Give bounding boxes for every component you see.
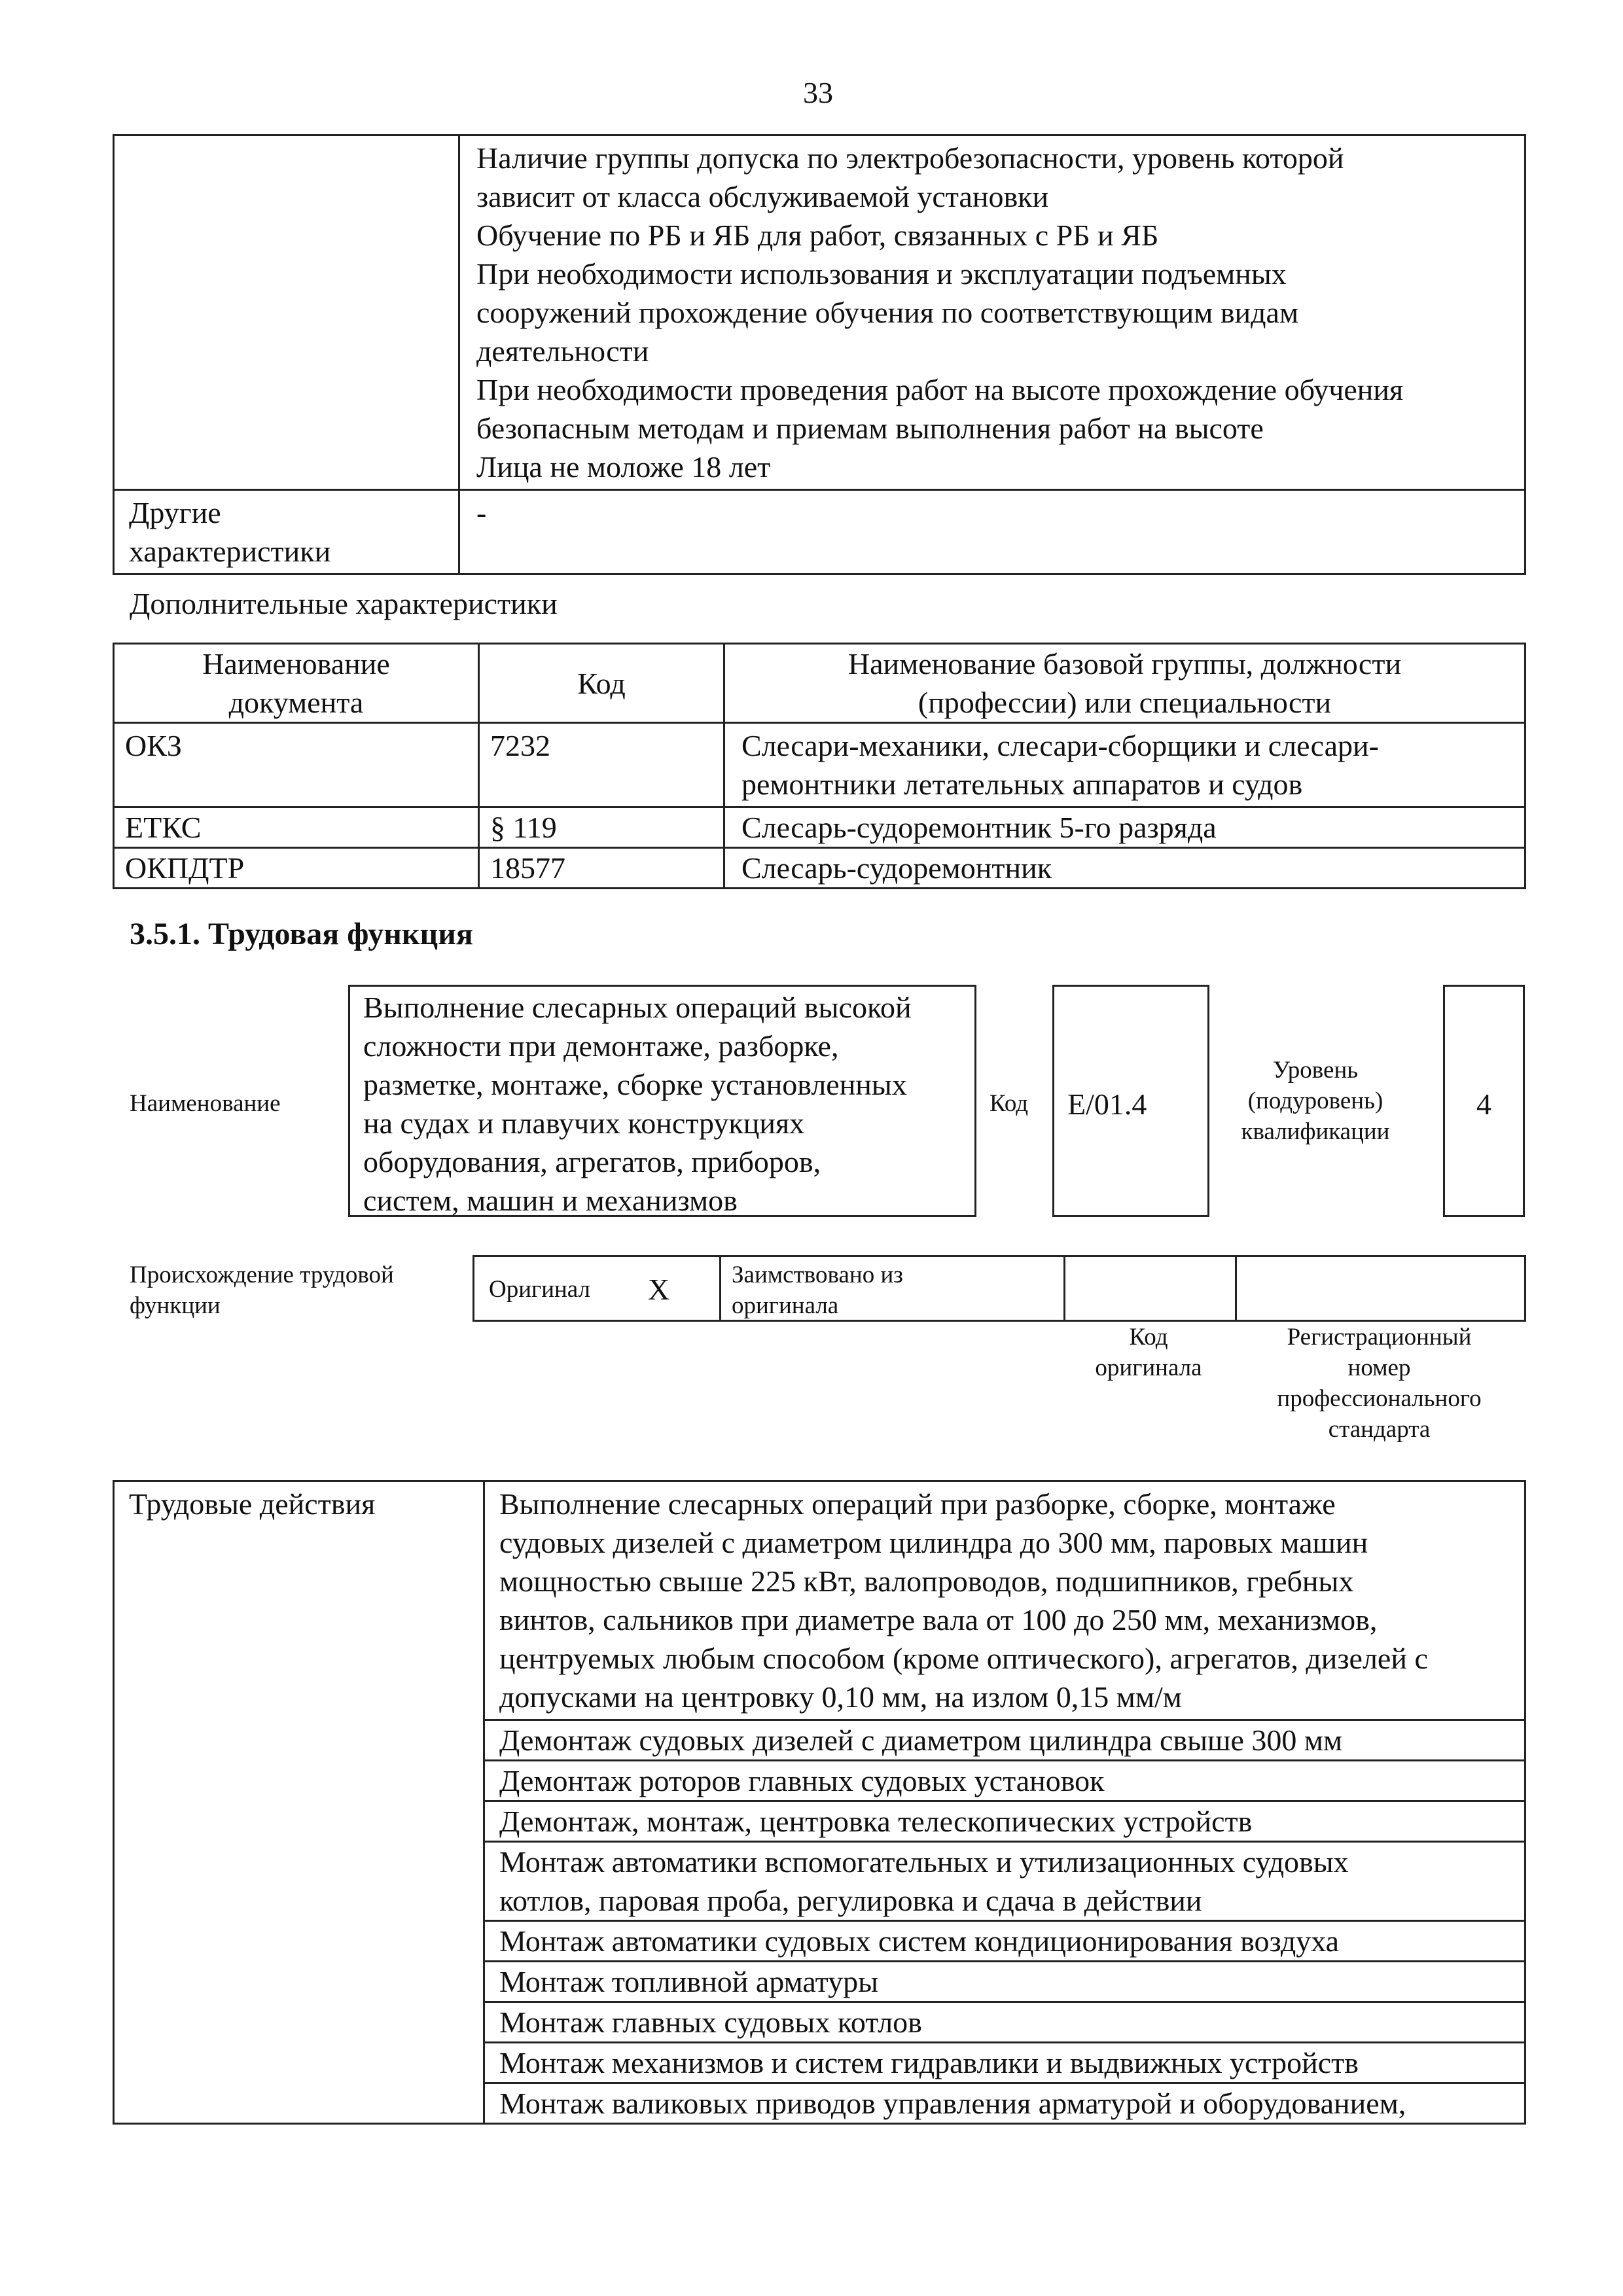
action-item: Монтаж главных судовых котлов xyxy=(484,2002,1525,2043)
function-name-box: Выполнение слесарных операций высокой сложности при демонтаже, разборке, разметке, монтаже, сборке установленных на судах и плавучих конструкциях оборудования, агрегатов, приборов, систем, машин и механизмов xyxy=(348,985,976,1217)
action-item: Демонтаж роторов главных судовых установок xyxy=(484,1761,1525,1801)
table-row xyxy=(114,1481,1525,1720)
cell-code: 18577 xyxy=(479,848,724,889)
cell-code: § 119 xyxy=(479,807,724,848)
table-row xyxy=(114,135,1525,490)
registration-caption: Регистрационный номер профессионального стандарта xyxy=(1277,1324,1482,1443)
level-label: Уровень (подуровень) квалификации xyxy=(1241,1057,1390,1145)
cell-code: 7232 xyxy=(479,723,724,807)
table-row xyxy=(114,807,1525,848)
cell-doc: ЕТКС xyxy=(114,807,479,848)
original-mark: X xyxy=(648,1273,670,1306)
registration-number-cell xyxy=(1237,1257,1525,1320)
additional-table xyxy=(113,643,1526,889)
requirement-line: Обучение по РБ и ЯБ для работ, связанных с РБ и ЯБ xyxy=(476,219,1159,252)
action-item: Монтаж механизмов и систем гидравлики и выдвижных устройств xyxy=(484,2043,1525,2083)
action-item: Демонтаж судовых дизелей с диаметром цилиндра свыше 300 мм xyxy=(484,1720,1525,1761)
labor-actions-table xyxy=(113,1480,1526,2125)
requirement-line: безопасным методам и приемам выполнения работ на высоте xyxy=(476,412,1264,445)
section-title: 3.5.1. Трудовая функция xyxy=(130,917,473,951)
action-item: Монтаж топливной арматуры xyxy=(484,1962,1525,2002)
origin-label: Происхождение трудовой функции xyxy=(130,1262,394,1319)
cell-name: Слесарь-судоремонтник xyxy=(724,848,1525,889)
action-item: Монтаж автоматики судовых систем кондиционирования воздуха xyxy=(484,1921,1525,1962)
other-label-cell xyxy=(114,490,459,574)
table-row xyxy=(114,644,1525,723)
level-value-box: 4 xyxy=(1443,985,1525,1217)
requirement-line: сооружений прохождение обучения по соответствующим видам xyxy=(476,296,1299,329)
cell-name: Слесарь-судоремонтник 5-го разряда xyxy=(724,807,1525,848)
other-value: - xyxy=(476,496,487,529)
code-label: Код xyxy=(990,1090,1029,1117)
cell-doc: ОКЗ xyxy=(114,723,479,807)
requirement-line: При необходимости использования и эксплуатации подъемных xyxy=(476,257,1287,291)
requirement-line: деятельности xyxy=(476,334,649,368)
header-group-name: Наименование базовой группы, должности (профессии) или специальности xyxy=(724,644,1525,723)
other-label-line: характеристики xyxy=(129,535,331,568)
other-value-cell xyxy=(459,490,1525,574)
original-code-cell xyxy=(1065,1257,1170,1320)
requirement-line: Лица не моложе 18 лет xyxy=(476,450,771,484)
cell-name: Слесари-механики, слесари-сборщики и слесари- ремонтники летательных аппаратов и судов xyxy=(724,723,1525,807)
action-item: Монтаж автоматики вспомогательных и утилизационных судовых котлов, паровая проба, регулировка и сдача в действии xyxy=(484,1842,1525,1921)
header-code: Код xyxy=(479,644,724,723)
action-item: Выполнение слесарных операций при разборке, сборке, монтаже судовых дизелей с диаметром цилиндра до 300 мм, паровых машин мощностью свыше 225 кВт, валопроводов, подшипников, гребных винтов, сальников при диаметре вала от 100 до 250 мм, механизмов, центруемых любым способом (кроме оптического), агрегатов, дизелей с допусками на центровку 0,10 мм, на излом 0,15 мм/м xyxy=(484,1481,1525,1720)
table-row xyxy=(114,723,1525,807)
header-document: Наименование документа xyxy=(114,644,479,723)
requirements-table xyxy=(113,134,1526,575)
table-row xyxy=(114,490,1525,574)
table-row xyxy=(114,848,1525,889)
cell-doc: ОКПДТР xyxy=(114,848,479,889)
requirement-line: При необходимости проведения работ на высоте прохождение обучения xyxy=(476,373,1404,406)
actions-label-cell: Трудовые действия xyxy=(114,1481,484,2124)
divider xyxy=(719,1257,721,1320)
function-code-box: E/01.4 xyxy=(1052,985,1209,1217)
action-item: Демонтаж, монтаж, центровка телескопических устройств xyxy=(484,1801,1525,1842)
name-label: Наименование xyxy=(130,1090,281,1117)
other-label-line: Другие xyxy=(129,496,221,529)
origin-table xyxy=(473,1255,1526,1322)
code-original-caption: Код оригинала xyxy=(1095,1324,1202,1381)
borrowed-label: Заимствовано из оригинала xyxy=(732,1262,903,1319)
requirement-line: зависит от класса обслуживаемой установки xyxy=(476,180,1049,213)
requirement-line: Наличие группы допуска по электробезопасности, уровень которой xyxy=(476,141,1344,175)
requirements-label-cell xyxy=(114,135,459,490)
additional-heading: Дополнительные характеристики xyxy=(130,587,558,620)
requirements-cell xyxy=(459,135,1525,490)
action-item: Монтаж валиковых приводов управления арматурой и оборудованием, xyxy=(484,2083,1525,2124)
original-label: Оригинал xyxy=(489,1276,591,1303)
page-number: 33 xyxy=(803,76,833,109)
